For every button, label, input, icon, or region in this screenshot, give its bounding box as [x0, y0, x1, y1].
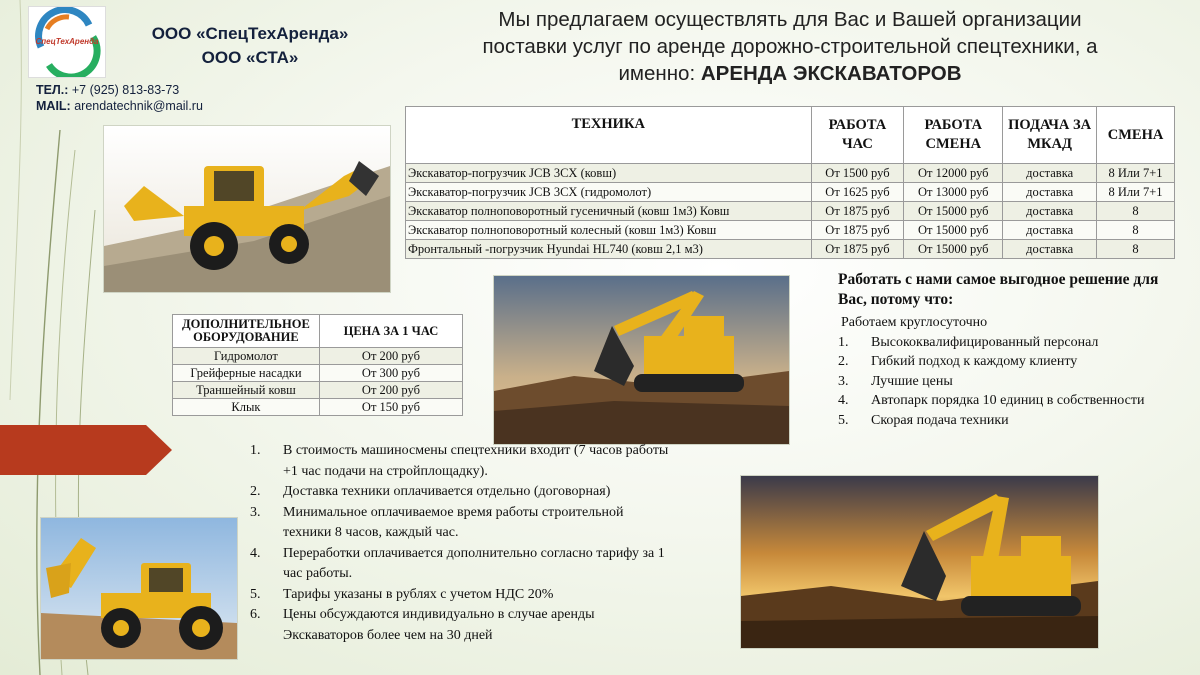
hour-price: От 1875 руб — [811, 202, 904, 221]
list-item: 1. Высококвалифицированный персонал — [838, 334, 1099, 350]
table-row — [406, 202, 1175, 221]
table-row — [406, 164, 1175, 183]
shift-hours: 8 — [1097, 240, 1175, 259]
attachment-name: Грейферные насадки — [173, 365, 320, 382]
shift-price: От 12000 руб — [904, 164, 1003, 183]
list-item: 5. Скорая подача техники — [838, 412, 1009, 428]
email-address[interactable]: arendatechnik@mail.ru — [74, 99, 203, 113]
attachment-name: Гидромолот — [173, 348, 320, 365]
extra-equipment-table — [172, 314, 463, 416]
shift-price: От 13000 руб — [904, 183, 1003, 202]
list-item: 4. Автопарк порядка 10 единиц в собственности — [838, 393, 1145, 408]
company-name-short: ООО «СТА» — [201, 48, 299, 67]
why-title: Работать с нами самое выгодное решение для Вас, потому что: — [838, 271, 1159, 308]
terms-notes — [250, 441, 670, 646]
company-name-full: ООО «СпецТехАренда» — [151, 24, 349, 43]
attachment-price: От 200 руб — [319, 382, 462, 399]
contacts — [36, 82, 203, 114]
list-item: 6. Цены обсуждаются индивидуально в случае аренды Экскаваторов более чем на 30 дней — [250, 607, 595, 643]
delivery-cell: доставка — [1003, 202, 1097, 221]
list-item: 4. Переработки оплачивается дополнительно согласно тарифу за 1 час работы. — [250, 545, 665, 581]
equipment-name: Экскаватор-погрузчик JCB 3CX (ковш) — [406, 164, 812, 183]
delivery-cell: доставка — [1003, 221, 1097, 240]
shift-hours: 8 — [1097, 202, 1175, 221]
phone-number[interactable]: +7 (925) 813-83-73 — [71, 83, 180, 97]
backhoe-loader-photo-1 — [103, 125, 391, 293]
header-shift: СМЕНА — [1097, 107, 1175, 164]
excavator-photo-dusk — [493, 275, 790, 445]
list-item: 2. Доставка техники оплачивается отдельно (договорная) — [250, 484, 611, 499]
headline-line-2: поставки услуг по аренде дорожно-строительной спецтехники, а — [482, 35, 1098, 58]
table-row — [406, 240, 1175, 259]
why-intro: Работаем круглосуточно — [841, 315, 988, 330]
equipment-name: Экскаватор полноповоротный гусеничный (ковш 1м3) Ковш — [406, 202, 812, 221]
shift-hours: 8 Или 7+1 — [1097, 164, 1175, 183]
attachment-name: Клык — [173, 399, 320, 416]
attachment-price: От 150 руб — [319, 399, 462, 416]
mail-label: MAIL: — [36, 99, 71, 113]
equipment-name: Фронтальный -погрузчик Hyundai HL740 (ковш 2,1 м3) — [406, 240, 812, 259]
shift-hours: 8 Или 7+1 — [1097, 183, 1175, 202]
backhoe-loader-photo-2 — [40, 517, 238, 660]
shift-hours: 8 — [1097, 221, 1175, 240]
shift-price: От 15000 руб — [904, 221, 1003, 240]
delivery-cell: доставка — [1003, 183, 1097, 202]
table-header-row — [173, 315, 463, 348]
list-item: 2. Гибкий подход к каждому клиенту — [838, 354, 1078, 369]
equipment-name: Экскаватор полноповоротный колесный (ковш 1м3) Ковш — [406, 221, 812, 240]
headline-line-3-bold: АРЕНДА ЭКСКАВАТОРОВ — [700, 62, 962, 85]
headline-line-3-prefix: именно: — [618, 62, 696, 85]
why-choose-us — [838, 270, 1178, 430]
header-shift-rate: РАБОТА СМЕНА — [904, 107, 1003, 164]
list-item: 5. Тарифы указаны в рублях с учетом НДС 20% — [250, 586, 554, 602]
header-delivery: ПОДАЧА ЗА МКАД — [1003, 107, 1097, 164]
table-row — [173, 365, 463, 382]
equipment-name: Экскаватор-погрузчик JCB 3CX (гидромолот) — [406, 183, 812, 202]
attachment-name: Траншейный ковш — [173, 382, 320, 399]
table-row — [406, 221, 1175, 240]
company-logo — [28, 6, 106, 78]
attachment-price: От 200 руб — [319, 348, 462, 365]
table-row — [173, 399, 463, 416]
list-item: 3. Лучшие цены — [838, 373, 953, 389]
header-hour-rate: РАБОТА ЧАС — [811, 107, 904, 164]
header-equipment: ТЕХНИКА — [406, 107, 812, 164]
equipment-price-table — [405, 106, 1175, 259]
why-list — [838, 333, 1178, 431]
delivery-cell: доставка — [1003, 164, 1097, 183]
hour-price: От 1875 руб — [811, 221, 904, 240]
headline-line-1: Мы предлагаем осуществлять для Вас и Вашей организации — [498, 8, 1082, 31]
headline — [405, 6, 1175, 87]
shift-price: От 15000 руб — [904, 202, 1003, 221]
table-row — [406, 183, 1175, 202]
logo-text: СпецТехАренда — [35, 37, 99, 46]
notes-list — [250, 441, 670, 646]
phone-label: ТЕЛ.: — [36, 83, 69, 97]
hour-price: От 1875 руб — [811, 240, 904, 259]
list-item: 3. Минимальное оплачиваемое время работы строительной техники 8 часов, каждый час. — [250, 504, 624, 540]
delivery-cell: доставка — [1003, 240, 1097, 259]
table-row — [173, 348, 463, 365]
excavator-photo-sunset — [740, 475, 1099, 649]
hour-price: От 1500 руб — [811, 164, 904, 183]
table-header-row — [406, 107, 1175, 164]
list-item: 1. В стоимость машиносмены спецтехники входит (7 часов работы +1 час подачи на стройплощадку). — [250, 443, 669, 479]
header-extra-equipment: ДОПОЛНИТЕЛЬНОЕ ОБОРУДОВАНИЕ — [173, 315, 320, 348]
header-price-per-hour: ЦЕНА ЗА 1 ЧАС — [319, 315, 462, 348]
hour-price: От 1625 руб — [811, 183, 904, 202]
attachment-price: От 300 руб — [319, 365, 462, 382]
company-names — [120, 22, 380, 70]
table-row — [173, 382, 463, 399]
shift-price: От 15000 руб — [904, 240, 1003, 259]
red-arrow-shape — [0, 425, 172, 475]
